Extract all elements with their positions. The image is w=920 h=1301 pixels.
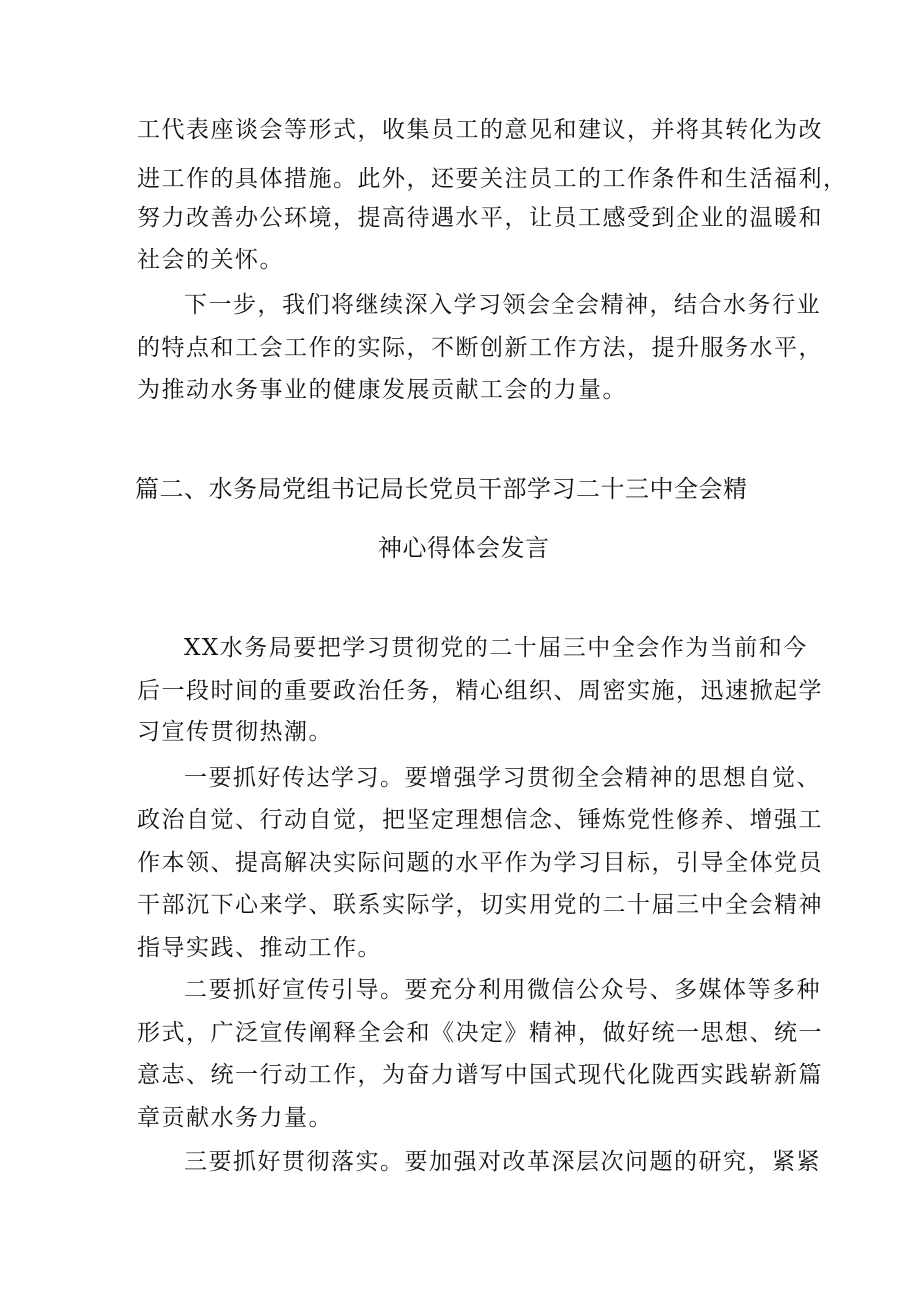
paragraph-line: 政治自觉、行动自觉，把坚定理想信念、锤炼党性修养、增强工: [137, 807, 823, 833]
paragraph-line: 形式，广泛宣传阐释全会和《决定》精神，做好统一思想、统一: [137, 1020, 823, 1046]
paragraph-line: 干部沉下心来学、联系实际学，切实用党的二十届三中全会精神: [137, 892, 823, 918]
paragraph-line: 进工作的具体措施。此外，还要关注员工的工作条件和生活福利，: [137, 166, 848, 192]
paragraph-line: 工代表座谈会等形式，收集员工的意见和建议，并将其转化为改: [137, 117, 823, 143]
paragraph-line: 三要抓好贯彻落实。要加强对改革深层次问题的研究，紧紧: [184, 1149, 821, 1175]
section-title-line-2: 神心得体会发言: [378, 534, 550, 562]
paragraph-line: 二要抓好宣传引导。要充分利用微信公众号、多媒体等多种: [184, 977, 821, 1003]
section-title-line-1: 篇二、水务局党组书记局长党员干部学习二十三中全会精: [135, 475, 748, 503]
paragraph-line: 后一段时间的重要政治任务，精心组织、周密实施，迅速掀起学: [137, 678, 823, 704]
paragraph-line: XX水务局要把学习贯彻党的二十届三中全会作为当前和今: [184, 635, 808, 661]
paragraph-line: 章贡献水务力量。: [137, 1105, 333, 1131]
paragraph-line: 习宣传贯彻热潮。: [137, 719, 333, 745]
paragraph-line: 的特点和工会工作的实际，不断创新工作方法，提升服务水平，: [137, 335, 823, 361]
paragraph-line: 指导实践、推动工作。: [137, 935, 382, 961]
paragraph-line: 一要抓好传达学习。要增强学习贯彻全会精神的思想自觉、: [184, 765, 821, 791]
paragraph-line: 意志、统一行动工作，为奋力谱写中国式现代化陇西实践崭新篇: [137, 1062, 823, 1088]
paragraph-line: 努力改善办公环境，提高待遇水平，让员工感受到企业的温暖和: [137, 205, 823, 231]
paragraph-line: 社会的关怀。: [137, 247, 284, 273]
paragraph-line: 为推动水务事业的健康发展贡献工会的力量。: [137, 377, 627, 403]
paragraph-line: 作本领、提高解决实际问题的水平作为学习目标，引导全体党员: [137, 850, 823, 876]
paragraph-line: 下一步，我们将继续深入学习领会全会精神，结合水务行业: [184, 292, 821, 318]
